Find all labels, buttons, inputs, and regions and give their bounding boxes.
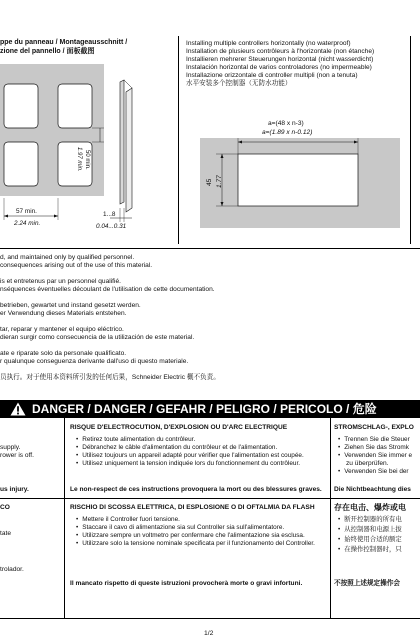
dim-57-min: 57 min. xyxy=(16,208,37,215)
notice-line: dieran surgir como consecuencia de la utilización de este material. xyxy=(0,334,195,341)
install-multi-line-3: Installieren mehrerer Steuerungen horizontal (nicht wasserdicht) xyxy=(186,56,374,63)
dim-0-04-0-31: 0.04...0.31 xyxy=(96,223,127,230)
danger-banner-title: DANGER / DANGER / GEFAHR / PELIGRO / PERICOLO / 危险 xyxy=(32,402,377,416)
it-danger-item: • Utilizzare solo la tensione nominale specificata per il funzionamento del Controller. xyxy=(76,540,315,548)
fr-danger-footer: Le non-respect de ces instructions provoquera la mort ou des blessures graves. xyxy=(70,486,322,493)
install-multi-line-4: Instalación horizontal de varios controladores (no impermeable) xyxy=(186,64,372,71)
notice-line: is et entretenus par un personnel qualifié. xyxy=(0,278,121,285)
it-danger-item: • Utilizzare sempre un voltmetro per confermare che l'alimentazione sia esclusa. xyxy=(76,532,305,540)
notice-top-rule xyxy=(0,248,420,249)
left-col-bottom-header: CO xyxy=(0,504,10,511)
install-multi-line-5: Installazione orizzontale di controller multipli (non a tenuta) xyxy=(186,72,358,79)
de-danger-footer: Die Nichtbeachtung dies xyxy=(334,486,411,493)
notice-line: betrieben, gewartet und instand gesetzt werden. xyxy=(0,302,141,309)
danger-bottom-rule xyxy=(0,618,420,619)
right-edge-divider xyxy=(410,36,411,244)
zh-danger-header: 存在电击、爆炸或电 xyxy=(334,503,406,512)
left-col-line: supply. xyxy=(0,444,21,451)
fr-danger-item: • Débranchez le câble d'alimentation du contrôleur et de l'alimentation. xyxy=(76,444,277,452)
left-col-line: trolador. xyxy=(0,566,24,573)
de-danger-header: STROMSCHLAG-, EXPLO xyxy=(334,424,414,431)
de-danger-item: • Trennen Sie die Steuer xyxy=(338,436,410,444)
fr-danger-item: • Utilisez toujours un appareil adapté pour vérifier que l'alimentation est coupée. xyxy=(76,452,304,460)
it-danger-item: • Mettere il Controller fuori tensione. xyxy=(76,516,180,524)
page-number: 1/2 xyxy=(204,630,214,637)
zh-danger-footer: 不按照上述规定操作会 xyxy=(334,580,400,587)
it-danger-footer: Il mancato rispetto di queste istruzioni provocherà morte o gravi infortuni. xyxy=(70,580,303,587)
notice-line: 员执行。对于使用本资料所引发的任何后果，Schneider Electric 概不负责。 xyxy=(0,374,220,381)
dim-a-in: a=(1.89 x n-0.12) xyxy=(262,129,313,136)
de-danger-item: • Ziehen Sie das Stromk xyxy=(338,444,409,452)
notice-line: tar, reparar y mantener el equipo eléctrico. xyxy=(0,326,124,333)
de-danger-item: • Verwenden Sie bei der xyxy=(338,468,409,476)
left-col-footer: us injury. xyxy=(0,486,29,493)
left-col-line: rower is off. xyxy=(0,452,34,459)
notice-line: r qualunque conseguenza derivante dall'uso di questo materiale. xyxy=(0,358,189,365)
dim-1-97-min: 1.97 min. xyxy=(76,147,82,172)
notice-line: nséquences éventuelles découlant de l'utilisation de cette documentation. xyxy=(0,286,215,293)
zh-danger-item: • 从控制器和电源上拔 xyxy=(338,526,402,534)
dim-1-8: 1...8 xyxy=(103,211,116,218)
notice-line: er Verwendung dieses Materials entstehen. xyxy=(0,310,127,317)
cutout-title-line2: zione del pannello / 面板截图 xyxy=(0,48,95,55)
dim-1-77: 1.77 xyxy=(216,175,223,188)
danger-col-divider-2 xyxy=(330,418,331,618)
danger-banner xyxy=(0,400,420,418)
install-multi-line-1: Installing multiple controllers horizontally (no waterproof) xyxy=(186,40,351,47)
it-danger-item: • Staccare il cavo di alimentazione sia sul Controller sia sull'alimentatore. xyxy=(76,524,284,532)
top-divider xyxy=(178,36,179,244)
it-danger-header: RISCHIO DI SCOSSA ELETTRICA, DI ESPLOSIONE O DI OFTALMIA DA FLASH xyxy=(70,504,315,511)
install-multi-line-6: 水平安装多个控制器（无防水功能） xyxy=(186,80,292,87)
cutout-title-line1: ppe du panneau / Montageausschnitt / xyxy=(0,39,128,46)
dim-45: 45 xyxy=(206,178,213,186)
dim-a-mm: a=(48 x n-3) xyxy=(268,120,304,127)
de-danger-item: • Verwenden Sie immer e xyxy=(338,452,412,460)
notice-line: ate e riparate solo da personale qualificato. xyxy=(0,350,127,357)
zh-danger-item: • 在操作控制器时，只 xyxy=(338,546,402,554)
fr-danger-item: • Utilisez uniquement la tension indiquée lors du fonctionnement du contrôleur. xyxy=(76,460,300,468)
zh-danger-item: • 始终使用合适的额定 xyxy=(338,536,402,544)
dim-2-24-min: 2.24 min. xyxy=(14,220,41,227)
notice-line: d, and maintained only by qualified personnel. xyxy=(0,254,135,261)
fr-danger-item: • Retirez toute alimentation du contrôleur. xyxy=(76,436,195,444)
danger-row-divider xyxy=(0,498,420,499)
left-col-line: tate xyxy=(0,530,11,537)
zh-danger-item: • 断开控制器的所有电 xyxy=(338,516,402,524)
danger-col-divider-1 xyxy=(64,418,65,618)
notice-line: consequences arising out of the use of this material. xyxy=(0,262,153,269)
fr-danger-header: RISQUE D'ELECTROCUTION, D'EXPLOSION OU D'ARC ELECTRIQUE xyxy=(70,424,288,431)
de-danger-extra: zu überprüfen. xyxy=(346,460,389,467)
warning-triangle-icon xyxy=(10,402,26,416)
install-multi-line-2: Installation de plusieurs contrôleurs à l'horizontale (non étanche) xyxy=(186,48,375,55)
dim-50-min: 50 min. xyxy=(84,150,90,170)
